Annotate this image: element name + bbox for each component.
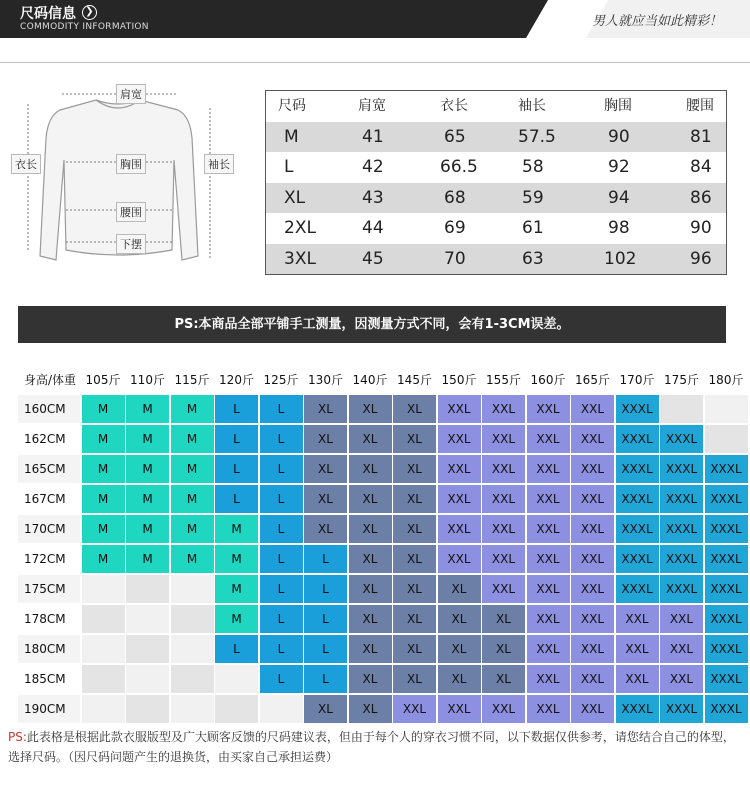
size-recommendation-cell: [171, 635, 214, 664]
header-cell: 胸围: [604, 98, 632, 114]
size-recommendation-cell: XL: [438, 575, 481, 604]
size-recommendation-cell: L: [215, 455, 258, 484]
weight-header: 155斤: [482, 368, 525, 393]
size-recommendation-grid: [18, 368, 744, 716]
size-recommendation-cell: XXXL: [616, 695, 659, 724]
size-recommendation-cell: XXXL: [660, 575, 703, 604]
grid-corner-label: 身高/体重: [18, 368, 80, 393]
size-recommendation-cell: XXL: [571, 515, 614, 544]
size-recommendation-cell: XL: [304, 425, 347, 454]
size-recommendation-cell: XXXL: [616, 485, 659, 514]
size-recommendation-cell: XXXL: [616, 575, 659, 604]
size-recommendation-cell: XL: [393, 455, 436, 484]
size-recommendation-cell: XXXL: [616, 395, 659, 424]
size-recommendation-cell: XL: [349, 575, 392, 604]
size-recommendation-cell: XXXL: [616, 515, 659, 544]
size-recommendation-cell: [171, 665, 214, 694]
header-cell: 袖长: [518, 98, 546, 114]
size-recommendation-cell: XXL: [527, 635, 570, 664]
size-recommendation-cell: XXL: [660, 665, 703, 694]
size-row: [266, 152, 726, 182]
size-table-header: [266, 91, 726, 121]
size-recommendation-cell: XXXL: [705, 665, 748, 694]
size-recommendation-cell: XL: [349, 395, 392, 424]
size-cell: 81: [690, 127, 712, 147]
chevron-right-icon: ❯: [82, 5, 97, 20]
size-cell: 68: [444, 188, 466, 208]
size-recommendation-cell: XXL: [527, 545, 570, 574]
size-recommendation-cell: XXXL: [660, 545, 703, 574]
size-recommendation-cell: [126, 635, 169, 664]
size-cell: 59: [522, 188, 544, 208]
size-cell: 90: [690, 218, 712, 238]
size-recommendation-cell: [171, 575, 214, 604]
size-recommendation-cell: XXL: [438, 425, 481, 454]
size-recommendation-cell: L: [304, 605, 347, 634]
height-label: 170CM: [18, 515, 80, 544]
size-recommendation-cell: XXL: [571, 545, 614, 574]
size-cell: 65: [444, 127, 466, 147]
size-row: [266, 213, 726, 243]
size-recommendation-cell: XL: [393, 515, 436, 544]
size-recommendation-cell: XXXL: [705, 545, 748, 574]
height-label: 180CM: [18, 635, 80, 664]
label-waist: 腰围: [116, 202, 146, 222]
weight-header: 120斤: [215, 368, 258, 393]
size-recommendation-cell: XL: [482, 635, 525, 664]
size-recommendation-cell: XXL: [527, 485, 570, 514]
weight-header: 125斤: [260, 368, 303, 393]
size-recommendation-cell: XXL: [571, 605, 614, 634]
height-label: 172CM: [18, 545, 80, 574]
size-recommendation-cell: [126, 575, 169, 604]
size-recommendation-cell: XL: [349, 665, 392, 694]
size-recommendation-cell: M: [171, 485, 214, 514]
size-recommendation-cell: XXL: [571, 395, 614, 424]
size-recommendation-cell: XXL: [571, 695, 614, 724]
size-recommendation-cell: XXL: [527, 695, 570, 724]
size-recommendation-cell: XXXL: [705, 455, 748, 484]
size-recommendation-cell: [82, 605, 125, 634]
size-recommendation-cell: M: [126, 515, 169, 544]
size-recommendation-cell: L: [260, 545, 303, 574]
weight-header: 160斤: [527, 368, 570, 393]
size-recommendation-cell: XXXL: [705, 485, 748, 514]
size-cell: 98: [608, 218, 630, 238]
weight-header: 145斤: [393, 368, 436, 393]
size-recommendation-cell: XXXL: [705, 605, 748, 634]
label-shoulder: 肩宽: [116, 84, 146, 104]
size-recommendation-cell: M: [171, 545, 214, 574]
size-recommendation-cell: M: [82, 485, 125, 514]
height-label: 178CM: [18, 605, 80, 634]
weight-header: 175斤: [660, 368, 703, 393]
size-recommendation-cell: [126, 665, 169, 694]
size-cell: 102: [604, 249, 637, 269]
weight-header: 140斤: [349, 368, 392, 393]
size-recommendation-cell: L: [304, 665, 347, 694]
header-slogan: 男人就应当如此精彩！: [591, 14, 722, 29]
size-recommendation-cell: M: [82, 395, 125, 424]
size-recommendation-cell: M: [126, 425, 169, 454]
size-recommendation-cell: XXXL: [705, 695, 748, 724]
size-recommendation-cell: XL: [393, 545, 436, 574]
size-recommendation-cell: XXL: [571, 485, 614, 514]
size-recommendation-cell: L: [260, 395, 303, 424]
size-recommendation-cell: XXL: [482, 485, 525, 514]
size-recommendation-cell: XL: [438, 605, 481, 634]
note-text: 此表格是根据此款衣服版型及广大顾客反馈的尺码建议表，但由于每个人的穿衣习惯不同，以下数据仅供参考，请您结合自己的体型，选择尺码。（因尺码问题产生的退换货，由买家自己承担运费）: [8, 730, 735, 764]
size-row: [266, 183, 726, 213]
size-recommendation-cell: M: [215, 515, 258, 544]
size-recommendation-cell: [126, 695, 169, 724]
height-label: 160CM: [18, 395, 80, 424]
size-recommendation-cell: XL: [393, 575, 436, 604]
size-cell: 70: [444, 249, 466, 269]
size-recommendation-cell: L: [260, 515, 303, 544]
size-cell: 41: [362, 127, 384, 147]
size-recommendation-cell: M: [171, 455, 214, 484]
size-recommendation-cell: XL: [438, 635, 481, 664]
size-recommendation-cell: [215, 665, 258, 694]
size-recommendation-cell: [82, 695, 125, 724]
size-recommendation-cell: M: [126, 545, 169, 574]
size-recommendation-cell: XL: [482, 605, 525, 634]
size-recommendation-cell: L: [260, 455, 303, 484]
size-cell: 2XL: [284, 218, 316, 238]
size-cell: 42: [362, 157, 384, 177]
size-recommendation-cell: XXL: [571, 455, 614, 484]
size-recommendation-cell: M: [171, 425, 214, 454]
size-recommendation-cell: XL: [304, 485, 347, 514]
size-recommendation-cell: XXL: [482, 695, 525, 724]
size-recommendation-cell: XXL: [527, 605, 570, 634]
size-recommendation-cell: XXXL: [616, 425, 659, 454]
size-cell: 84: [690, 157, 712, 177]
size-recommendation-cell: XXXL: [705, 515, 748, 544]
size-recommendation-cell: XL: [349, 635, 392, 664]
size-recommendation-cell: XXL: [438, 545, 481, 574]
size-recommendation-cell: XXL: [571, 425, 614, 454]
size-recommendation-cell: XL: [393, 485, 436, 514]
size-recommendation-cell: XL: [349, 485, 392, 514]
size-recommendation-cell: XL: [304, 695, 347, 724]
weight-header: 180斤: [705, 368, 748, 393]
weight-header: 170斤: [616, 368, 659, 393]
size-cell: 90: [608, 127, 630, 147]
height-label: 185CM: [18, 665, 80, 694]
size-recommendation-cell: XXL: [527, 515, 570, 544]
size-recommendation-cell: L: [260, 605, 303, 634]
size-recommendation-cell: XXL: [527, 455, 570, 484]
size-recommendation-cell: M: [171, 515, 214, 544]
header-cell: 腰围: [686, 98, 714, 114]
size-recommendation-cell: XXL: [616, 665, 659, 694]
size-recommendation-cell: XXXL: [660, 455, 703, 484]
size-recommendation-cell: XXL: [482, 455, 525, 484]
size-recommendation-cell: [260, 695, 303, 724]
size-cell: 86: [690, 188, 712, 208]
size-recommendation-cell: XXL: [482, 575, 525, 604]
size-recommendation-cell: L: [215, 395, 258, 424]
size-recommendation-cell: M: [215, 545, 258, 574]
label-hem: 下摆: [116, 234, 146, 254]
size-recommendation-cell: XL: [482, 665, 525, 694]
size-recommendation-cell: XXL: [527, 665, 570, 694]
size-recommendation-cell: L: [304, 575, 347, 604]
size-recommendation-cell: XXL: [571, 575, 614, 604]
size-recommendation-cell: XL: [393, 395, 436, 424]
size-recommendation-cell: XXL: [616, 605, 659, 634]
size-recommendation-cell: XXXL: [616, 545, 659, 574]
size-recommendation-cell: XL: [349, 695, 392, 724]
size-recommendation-cell: XXL: [571, 635, 614, 664]
header-cell: 衣长: [440, 98, 468, 114]
size-recommendation-cell: L: [260, 425, 303, 454]
size-recommendation-cell: XXL: [527, 575, 570, 604]
header-subtitle: COMMODITY INFORMATION: [20, 22, 149, 32]
weight-header: 105斤: [82, 368, 125, 393]
size-recommendation-cell: XXL: [438, 695, 481, 724]
header-title: 尺码信息: [20, 6, 76, 22]
size-recommendation-cell: XL: [349, 605, 392, 634]
size-recommendation-cell: XXL: [438, 515, 481, 544]
size-recommendation-cell: M: [82, 515, 125, 544]
size-cell: XL: [284, 188, 306, 208]
size-cell: 45: [362, 249, 384, 269]
size-recommendation-cell: XL: [438, 665, 481, 694]
size-recommendation-cell: M: [126, 395, 169, 424]
size-row: [266, 122, 726, 152]
size-recommendation-cell: XL: [393, 665, 436, 694]
size-cell: M: [284, 127, 299, 147]
label-sleeve: 袖长: [204, 154, 234, 174]
height-label: 165CM: [18, 455, 80, 484]
size-recommendation-cell: XXL: [660, 635, 703, 664]
size-recommendation-cell: XXL: [438, 485, 481, 514]
size-cell: 58: [522, 157, 544, 177]
size-recommendation-cell: XXL: [482, 515, 525, 544]
shirt-diagram: [8, 78, 248, 278]
size-table: [265, 90, 727, 275]
size-cell: 96: [690, 249, 712, 269]
size-recommendation-cell: [82, 665, 125, 694]
size-recommendation-cell: [215, 695, 258, 724]
size-recommendation-cell: XXXL: [660, 485, 703, 514]
size-recommendation-cell: XXL: [438, 395, 481, 424]
measurement-note-banner: PS:本商品全部平铺手工测量，因测量方式不同，会有1-3CM误差。: [18, 306, 726, 343]
size-recommendation-cell: XXL: [482, 395, 525, 424]
size-recommendation-cell: L: [215, 485, 258, 514]
size-recommendation-cell: XXXL: [660, 695, 703, 724]
size-recommendation-cell: XXXL: [705, 575, 748, 604]
header-cell: 尺码: [278, 98, 306, 114]
height-label: 162CM: [18, 425, 80, 454]
size-recommendation-cell: XXL: [527, 425, 570, 454]
size-recommendation-cell: L: [260, 575, 303, 604]
size-recommendation-cell: XXL: [393, 695, 436, 724]
size-recommendation-cell: [660, 395, 703, 424]
size-recommendation-cell: L: [304, 635, 347, 664]
size-recommendation-cell: XL: [349, 515, 392, 544]
size-recommendation-cell: M: [215, 605, 258, 634]
size-recommendation-cell: L: [215, 425, 258, 454]
size-recommendation-cell: XL: [393, 605, 436, 634]
size-recommendation-cell: XXXL: [660, 425, 703, 454]
size-cell: 3XL: [284, 249, 316, 269]
size-recommendation-cell: XXL: [527, 395, 570, 424]
height-label: 190CM: [18, 695, 80, 724]
size-recommendation-cell: M: [215, 575, 258, 604]
size-cell: 43: [362, 188, 384, 208]
size-recommendation-cell: XXL: [482, 425, 525, 454]
weight-header: 130斤: [304, 368, 347, 393]
size-cell: 61: [522, 218, 544, 238]
size-recommendation-cell: XL: [349, 545, 392, 574]
size-recommendation-cell: XL: [349, 425, 392, 454]
size-row: [266, 244, 726, 274]
size-cell: 66.5: [440, 157, 478, 177]
size-recommendation-cell: XXL: [571, 665, 614, 694]
size-recommendation-cell: XXXL: [705, 635, 748, 664]
size-recommendation-cell: XXL: [438, 455, 481, 484]
size-recommendation-cell: XXL: [660, 605, 703, 634]
section-header: [0, 0, 750, 38]
size-recommendation-cell: M: [82, 425, 125, 454]
size-recommendation-cell: L: [215, 635, 258, 664]
size-recommendation-cell: XL: [304, 515, 347, 544]
weight-header: 110斤: [126, 368, 169, 393]
note-prefix: PS:: [8, 730, 27, 744]
label-chest: 胸围: [116, 154, 146, 174]
size-recommendation-cell: [82, 635, 125, 664]
size-recommendation-cell: M: [171, 395, 214, 424]
size-recommendation-cell: XXL: [482, 545, 525, 574]
size-recommendation-cell: XXL: [616, 635, 659, 664]
weight-header: 150斤: [438, 368, 481, 393]
size-recommendation-cell: [171, 605, 214, 634]
size-cell: 94: [608, 188, 630, 208]
size-recommendation-cell: M: [126, 455, 169, 484]
height-label: 175CM: [18, 575, 80, 604]
size-recommendation-cell: [705, 425, 748, 454]
size-recommendation-cell: XL: [349, 455, 392, 484]
size-recommendation-cell: XXXL: [660, 515, 703, 544]
size-recommendation-cell: XL: [304, 455, 347, 484]
size-recommendation-cell: [126, 605, 169, 634]
size-cell: 69: [444, 218, 466, 238]
size-recommendation-cell: [171, 695, 214, 724]
size-recommendation-cell: L: [260, 485, 303, 514]
label-length: 衣长: [11, 154, 41, 174]
size-recommendation-cell: M: [82, 545, 125, 574]
size-recommendation-cell: M: [82, 455, 125, 484]
divider: [0, 62, 750, 63]
size-recommendation-cell: L: [304, 545, 347, 574]
size-cell: 57.5: [518, 127, 556, 147]
size-recommendation-cell: M: [126, 485, 169, 514]
size-cell: 92: [608, 157, 630, 177]
size-recommendation-cell: XXXL: [616, 455, 659, 484]
weight-header: 165斤: [571, 368, 614, 393]
size-recommendation-cell: XL: [393, 425, 436, 454]
weight-header: 115斤: [171, 368, 214, 393]
size-recommendation-cell: XL: [393, 635, 436, 664]
size-cell: 44: [362, 218, 384, 238]
size-cell: L: [284, 157, 294, 177]
size-recommendation-cell: XL: [304, 395, 347, 424]
size-recommendation-cell: [82, 575, 125, 604]
size-cell: 63: [522, 249, 544, 269]
size-recommendation-cell: L: [260, 635, 303, 664]
size-recommendation-cell: L: [260, 665, 303, 694]
header-cell: 肩宽: [358, 98, 386, 114]
size-advice-note: [8, 727, 743, 767]
size-recommendation-cell: [705, 395, 748, 424]
height-label: 167CM: [18, 485, 80, 514]
